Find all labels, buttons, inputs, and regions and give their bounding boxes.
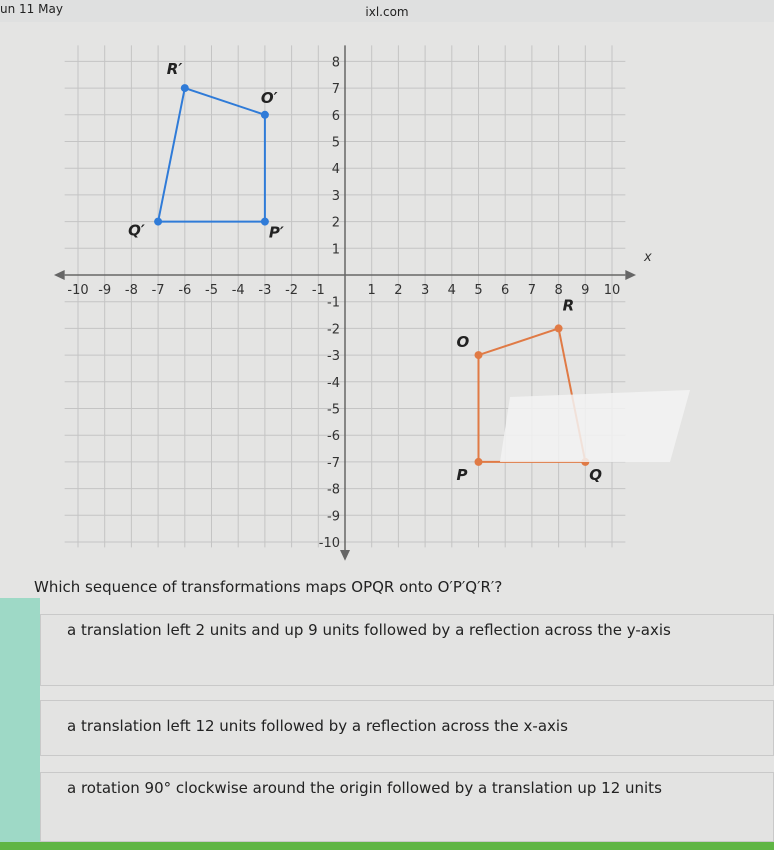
x-tick-label: -4: [231, 283, 245, 298]
y-tick-label: -2: [327, 322, 340, 338]
bottom-bar: [0, 842, 774, 850]
y-tick-label: 3: [331, 188, 340, 204]
original-vertex: [475, 458, 483, 466]
original-vertex: [475, 351, 483, 359]
question-text: Which sequence of transformations maps OPQR onto O′P′Q′R′?: [34, 578, 503, 596]
side-strip: [0, 598, 40, 842]
image-vertex-label: Q′: [128, 221, 145, 240]
original-vertex-label: Q: [589, 465, 603, 484]
y-tick-label: -1: [327, 295, 340, 311]
axes: [54, 45, 636, 560]
x-tick-label: 4: [447, 283, 456, 298]
y-tick-label: 7: [331, 82, 340, 98]
y-tick-label: -10: [318, 536, 340, 551]
original-vertex-label: O: [456, 333, 470, 352]
choice-3[interactable]: [40, 772, 774, 842]
x-tick-label: -1: [311, 283, 325, 298]
status-time: un 11 May: [0, 2, 63, 16]
y-tick-label: -3: [327, 349, 340, 365]
x-tick-label: -8: [124, 283, 138, 298]
x-axis-arrow-left: [54, 270, 65, 280]
x-tick-label: -3: [258, 283, 272, 298]
y-tick-label: 5: [331, 135, 340, 151]
y-axis-arrow-down: [340, 550, 350, 561]
original-vertex: [555, 324, 563, 332]
x-tick-label: 2: [394, 283, 403, 298]
image-vertex: [154, 218, 162, 226]
image-vertex-label: P′: [268, 223, 284, 242]
choice-1[interactable]: [40, 614, 774, 686]
image-vertex-label: O′: [260, 88, 278, 107]
x-tick-label: -7: [151, 283, 165, 298]
x-tick-label: -6: [178, 283, 192, 298]
image-vertex: [181, 84, 189, 92]
choice-3-text: a rotation 90° clockwise around the origin followed by a translation up 12 units: [67, 779, 662, 797]
glare: [500, 390, 690, 462]
x-tick-label: -9: [98, 283, 112, 298]
y-tick-label: -6: [327, 429, 340, 445]
status-url: ixl.com: [365, 5, 409, 19]
x-axis-arrow-right: [625, 270, 636, 280]
x-tick-label: -5: [205, 283, 218, 298]
x-axis-label: x: [644, 250, 652, 265]
original-vertex-label: P: [456, 465, 468, 484]
x-tick-label: 9: [581, 283, 590, 298]
y-tick-label: 8: [331, 55, 340, 71]
x-tick-label: 8: [554, 283, 563, 298]
y-tick-label: 1: [331, 242, 340, 258]
y-tick-label: -7: [327, 455, 340, 471]
image-vertex: [261, 218, 269, 226]
image-vertex: [261, 111, 269, 119]
choice-2-text: a translation left 12 units followed by a reflection across the x-axis: [67, 717, 568, 735]
image-vertex-label: R′: [166, 60, 183, 79]
status-bar: [0, 0, 774, 22]
y-tick-label: -9: [327, 509, 340, 525]
x-tick-label: -2: [285, 283, 299, 298]
x-tick-label: 3: [420, 283, 430, 298]
original-vertex-label: R: [562, 296, 575, 315]
choice-2[interactable]: [40, 700, 774, 756]
y-tick-label: -4: [327, 375, 340, 391]
y-tick-label: -8: [327, 482, 340, 498]
y-tick-label: 2: [331, 215, 340, 231]
y-tick-label: 6: [331, 108, 340, 124]
x-tick-label: -10: [67, 283, 89, 298]
x-tick-label: 10: [603, 283, 621, 298]
y-tick-label: -5: [327, 402, 340, 418]
x-tick-label: 6: [501, 283, 510, 298]
x-tick-label: 1: [367, 283, 376, 298]
choice-1-text: a translation left 2 units and up 9 units followed by a reflection across the y-axis: [67, 621, 671, 639]
coordinate-graph: [0, 22, 774, 562]
x-tick-label: 5: [474, 283, 483, 298]
y-tick-label: 4: [331, 162, 340, 178]
x-tick-label: 7: [527, 283, 537, 298]
